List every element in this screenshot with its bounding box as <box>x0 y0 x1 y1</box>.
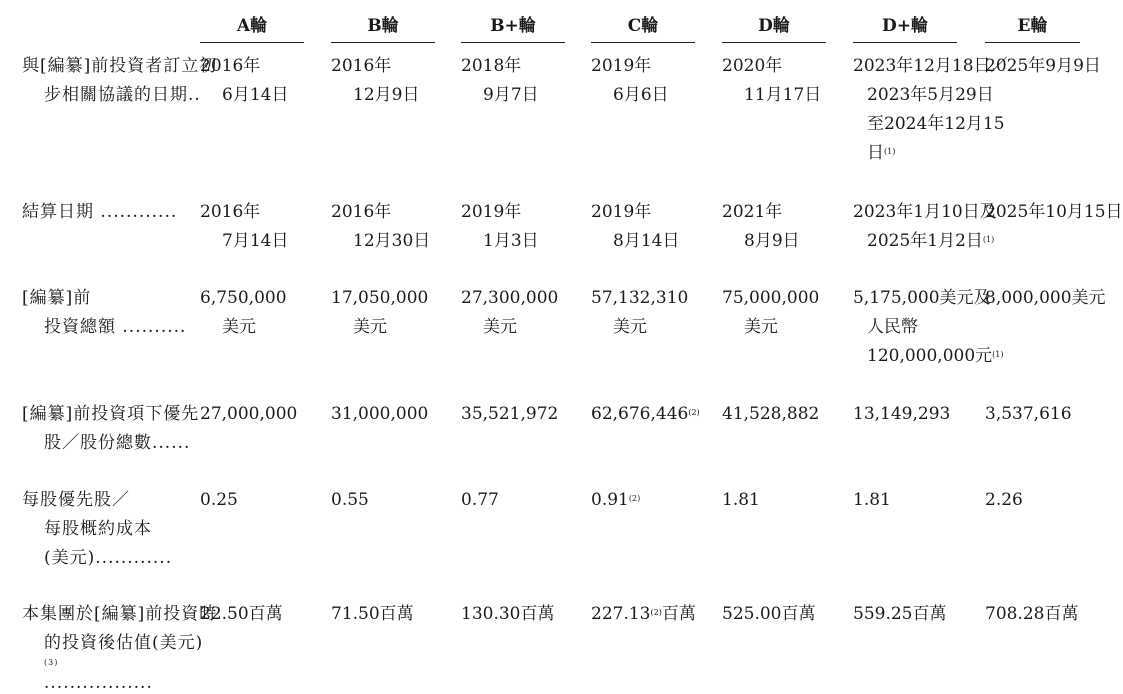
table-cell: 2025年9月9日 <box>985 56 1101 76</box>
table-cell: 0.77 <box>461 490 499 510</box>
row-label-agreement-date: 與[編纂]前投資者訂立初 步相關協議的日期.. <box>22 56 218 105</box>
table-cell: 57,132,310 美元 <box>591 288 689 337</box>
table-cell: 2020年 11月17日 <box>722 56 822 105</box>
table-cell: 2019年 8月14日 <box>591 202 680 251</box>
footnote-marker: (2) <box>628 494 641 503</box>
table-cell: 227.13$^{(2)}$百萬 <box>591 604 696 624</box>
table-cell: 0.91$^{(2)}$ <box>591 490 641 510</box>
table-cell: 22.50百萬 <box>200 604 283 624</box>
table-cell: 2019年 6月6日 <box>591 56 669 105</box>
row-label-total-shares: [編纂]前投資項下優先 股／股份總數...... <box>22 404 200 453</box>
table-cell: 2.26 <box>985 490 1023 510</box>
table-cell: 2019年 1月3日 <box>461 202 539 251</box>
table-cell: 559.25百萬 <box>853 604 947 624</box>
header-underline <box>722 42 826 43</box>
table-cell: 13,149,293 <box>853 404 951 424</box>
table-cell: 41,528,882 <box>722 404 820 424</box>
footnote-marker: (1) <box>982 235 995 244</box>
table-cell: 6,750,000 美元 <box>200 288 287 337</box>
row-label-valuation: 本集團於[編纂]前投資時 的投資後估值(美元) $^{(3)}$ ................. <box>22 604 218 693</box>
footnote-marker: (1) <box>884 147 896 156</box>
footnote-marker: (3) <box>44 658 59 667</box>
header-round-a: A輪 <box>236 16 268 36</box>
header-underline <box>461 42 565 43</box>
header-underline <box>331 42 435 43</box>
table-cell: 35,521,972 <box>461 404 559 424</box>
header-round-c: C輪 <box>627 16 659 36</box>
header-round-d: D輪 <box>758 16 790 36</box>
table-cell: 2021年 8月9日 <box>722 202 800 251</box>
table-cell: 2016年 12月30日 <box>331 202 431 251</box>
header-underline <box>200 42 304 43</box>
table-cell: 2016年 7月14日 <box>200 202 289 251</box>
table-cell: 1.81 <box>853 490 891 510</box>
table-cell: 27,300,000 美元 <box>461 288 559 337</box>
table-cell: 71.50百萬 <box>331 604 414 624</box>
header-round-b: B輪 <box>367 16 399 36</box>
footnote-marker: (1) <box>992 350 1004 359</box>
table-cell: 0.25 <box>200 490 238 510</box>
table-cell: 2023年12月18日／ 2023年5月29日 至2024年12月15 日$^{(1)}$ <box>853 56 1008 163</box>
row-label-cost-per-share: 每股優先股／ 每股概約成本 (美元)............ <box>22 490 173 568</box>
footnote-marker: (2) <box>650 608 662 617</box>
table-cell: 2023年1月10日及 2025年1月2日$^{(1)}$ <box>853 202 997 251</box>
table-cell: 525.00百萬 <box>722 604 816 624</box>
table-cell: 1.81 <box>722 490 760 510</box>
table-cell: 130.30百萬 <box>461 604 555 624</box>
header-underline <box>985 42 1080 43</box>
row-label-settlement-date: 結算日期 ............ <box>22 202 178 222</box>
table-cell: 708.28百萬 <box>985 604 1079 624</box>
header-round-dplus: D+輪 <box>882 16 928 36</box>
table-cell: 5,175,000美元及 人民幣 120,000,000元$^{(1)}$ <box>853 288 1004 366</box>
header-round-bplus: B+輪 <box>490 16 536 36</box>
header-underline <box>591 42 695 43</box>
header-round-e: E輪 <box>1017 16 1048 36</box>
table-cell: 17,050,000 美元 <box>331 288 429 337</box>
table-cell: 75,000,000 美元 <box>722 288 820 337</box>
table-cell: 0.55 <box>331 490 369 510</box>
row-label-total-investment: [編纂]前 投資總額 .......... <box>22 288 187 337</box>
table-cell: 2018年 9月7日 <box>461 56 539 105</box>
header-underline <box>853 42 957 43</box>
table-cell: 31,000,000 <box>331 404 429 424</box>
table-cell: 62,676,446$^{(2)}$ <box>591 404 700 424</box>
table-cell: 27,000,000 <box>200 404 298 424</box>
table-cell: 3,537,616 <box>985 404 1072 424</box>
table-cell: 2016年 12月9日 <box>331 56 420 105</box>
table-cell: 2025年10月15日 <box>985 202 1123 222</box>
table-cell: 2016年 6月14日 <box>200 56 289 105</box>
footnote-marker: (2) <box>688 408 700 417</box>
table-cell: 8,000,000美元 <box>985 288 1106 308</box>
